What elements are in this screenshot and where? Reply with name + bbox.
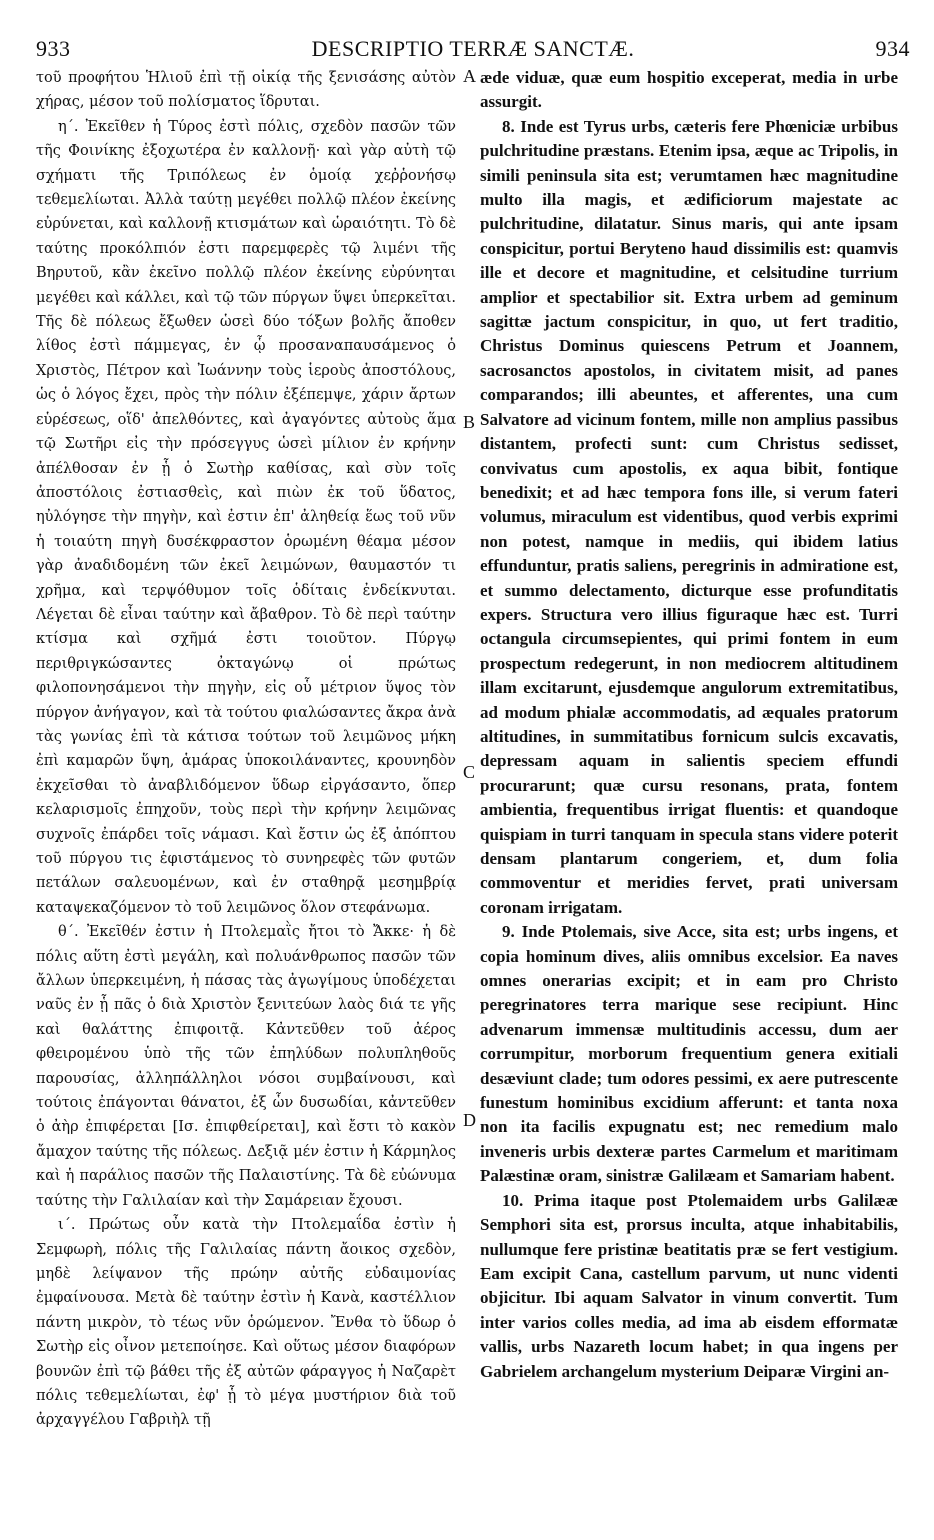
margin-letter-d: D <box>463 1110 476 1130</box>
greek-paragraph-continuation: τοῦ προφήτου Ἡλιοῦ ἐπὶ τῇ οἰκίᾳ τῆς ξενισάσης αὐτὸν χήρας, μέσον τοῦ πολίσματος ἵδρυται. <box>36 70 456 111</box>
page-number-left: 933 <box>36 36 71 61</box>
running-header <box>36 36 910 64</box>
margin-letter-c: C <box>463 762 476 782</box>
latin-paragraph-9: 9. Inde Ptolemais, sive Acce, sita est; urbs ingens, et copia hominum dives, aliis omnibus excelsior. Ea naves omnes onerarias excipit; et in eam pro Christo peregrinatores terra marique sese recipiunt. Hinc advenarum immensæ multitudinis accessu, dum aer corrumpitur, morborum frequentium genera exitiali desæviunt clade; tum odores pessimi, ex aere putrescente funestum hominibus excidium afferunt: et tanta noxa non ita facilis expugnatu est; nec remedium malo inveneris urbis dexteræ partes Carmelum et maritimam Palæstinæ oram, sinistræ Galilæam et Samariam habent. <box>480 922 898 1186</box>
latin-column <box>480 66 898 1526</box>
running-title: DESCRIPTIO TERRÆ SANCTÆ. <box>311 36 635 61</box>
margin-letter-a: A <box>463 66 476 86</box>
page-number-right: 934 <box>875 36 910 61</box>
latin-paragraph-8: 8. Inde est Tyrus urbs, cæteris fere Phœniciæ urbibus pulchritudine præstans. Etenim ipsa, æque ac Tripolis, in simili peninsula sita est; verumtamen hæc magnitudine multo illa magis, et ædificiorum majestate ac pulchritudine, dilatatur. Sinus maris, qui ante ipsam conspicitur, portui Beryteno haud dissimilis est: quamvis ille et decore et magnitudine, et celsitudine turrium amplior et spectabilior sit. Extra urbem ad geminum sagittæ jactum conspicitur, in quo, ut fert traditio, Christus Dominus quiescens Petrum et Joannem, sacrosanctos apostolos, in civitatem misit, ad panes comparandos; illi abeuntes, et afferentes, una cum Salvatore ad vicinum fontem, mille non amplius passibus distantem, profecti sunt: cum Christus sedisset, convivatus cum apostolis, ex aqua bibit, fontique benedixit; et ad hæc tempora fons ille, si verum fateri volumus, miraculum est videntibus, quod verbis exprimi non potest, namque in mediis, qui ibidem latius effunduntur, pratis saliens, peregrinis in admiratione est, et summo delectamento, dicturque esse profunditatis expers. Structura vero illius figuraque hæc est. Turri octangula circumsepientes, qui primi fontem in eum prospectum redegerunt, in non mediocrem altitudinem illam excitarunt, ejusdemque angulorum extremitatibus, ad modum phialæ accommodatis, ad æquales pratorum altitudines, in summitatibus fornicum sulcis excavatis, depressam aquam in salientis speciem effundi procurarunt; quæ cursu resonans, prata, fontem ambientia, frequentibus irrigat fluentis: et quandoque quispiam in turri tanquam in specula stans videre poterit densam plantarum congeriem, et, dum folia commoventur et meridies fervet, prati universam coronam irrigatam. <box>480 116 898 917</box>
margin-letter-b: B <box>463 412 476 432</box>
latin-paragraph-10: 10. Prima itaque post Ptolemaidem urbs Galilææ Semphori sita est, prorsus inculta, atque inhabitabilis, nullumque fere pristinæ beatitatis præ se fert vestigium. Eam excipit Cana, castellum parvum, ut nunc videnti objicitur. Ibi aquam Salvator in vinum convertit. Tum inter varios colles media, ad ima ab eisdem efformatæ vallis, urbs Nazareth locum habet; in qua ingens per Gabrielem archangelum mysterium Deiparæ Virgini an- <box>480 1190 898 1381</box>
greek-paragraph-8: η΄. Ἐκεῖθεν ἡ Τύρος ἐστὶ πόλις, σχεδὸν πασῶν τῶν τῆς Φοινίκης ἐξοχωτέρα ἐν καλλονῇ· καὶ γὰρ αὐτὴ τῷ σχήματι τῆς Τριπόλεως ἐν ὁμοίᾳ χεῤῥονήσῳ τεθεμελίωται. Ἀλλὰ ταύτῃ μεγέθει πολλῷ πλέον ἐκείνης εὐρύνεται, καὶ καλλονῇ κτισμάτων καὶ ὡραιότητι. Τὸ δὲ ταύτης προκόλπιόν ἐστι παρεμφερὲς τῷ λιμένι τῆς Βηρυτοῦ, κἂν ἐκεῖνο πολλῷ πλέον ἐκείνης εὐρύνηται μεγέθει καὶ κάλλει, καὶ τῷ τῶν πύργων ὕψει ὑπερκεῖται. Τῆς δὲ πόλεως ἔξωθεν ὡσεὶ δύο τόξων βολῆς ἄποθεν λίθος ἐστὶ πάμμεγας, ἐν ᾧ προσαναπαυσάμενος ὁ Χριστὸς, Πέτρον καὶ Ἰωάννην τοὺς ἱεροὺς ἀποστόλους, ὡς ὁ λόγος ἔχει, πρὸς τὴν πόλιν ἐξέπεμψε, χάριν ἄρτων εὑρέσεως, οἵδ' ἀπελθόντες, καὶ ἀγαγόντες αὐτοὺς ἅμα τῷ Σωτῆρι εἰς τὴν πρόσεγγυς ὡσεὶ μίλιον ἐν κρήνην ἀπέλθοσαν ἐν ᾗ ὁ Σωτὴρ καθίσας, καὶ σὺν τοῖς ἀποστόλοις ἐστιασθεὶς, καὶ πιὼν ἐκ τοῦ ὕδατος, ηὐλόγησε τὴν πηγὴν, καὶ ἐστιν ἐπ' ἀληθείᾳ ἕως τοῦ νῦν ἡ τοιαύτη πηγὴ δυσέκφραστον ὁρωμένη θέαμα μέσον γὰρ ἀναδιδομένη τῶν ἐκεῖ λειμώνων, θαυμαστόν τι χρῆμα, καὶ τερψόθυμον τοῖς ὁδίταις ἐνδείκνυται. Λέγεται δὲ εἶναι ταύτην καὶ ἄβαθρον. Τὸ δὲ περὶ ταύτην κτίσμα καὶ σχῆμά ἐστι τοιοῦτον. Πύργῳ περιθριγκώσαντες ὀκταγώνῳ οἱ πρώτως φιλοπονησάμενοι τὴν πηγὴν, εἰς οὗ μέτριον ὕψος τὸν πύργον ἀνήγαγον, καὶ τὰ τούτου φιαλώσαντες ἄκρα ἀνὰ τὰς γωνίας ἐπὶ τὰ κάτισα τούτων τοῦ λειμῶνος μήκη ἐπὶ καμαρῶν ὕψη, ἁμάρας ὑποκοιλάναντες, κρουνηδὸν ἐκχεῖσθαι τὸ ἀναβλιδόμενον ὕδωρ εἰργάσαντο, ὅπερ κελαρισμοῖς ἐπηχοῦν, τοὺς περὶ τὴν κρήνην λειμῶνας συχνοῖς ἐπάρδει τοῖς νάμασι. Καὶ ἔστιν ὡς ἐξ ἀπόπτου τοῦ πύργου τις ἐφιστάμενος τὸ συνηρεφὲς τῶν φυτῶν πετάλων σαλευομένων, καὶ ἐν σταθηρᾷ μεσημβρίᾳ καταψεκαζόμενον τὸ τοῦ λειμῶνος ὅλον στεφάνωμα. <box>36 118 456 916</box>
greek-paragraph-10: ι΄. Πρώτως οὖν κατὰ τὴν Πτολεμαΐδα ἐστὶν ἡ Σεμφωρὴ, πόλις τῆς Γαλιλαίας πάντη ἄοικος σχεδὸν, μηδὲ λείψανον τῆς πρώην αὐτῆς εὐδαιμονίας ἐμφαίνουσα. Μετὰ δὲ ταύτην ἐστὶν ἡ Κανὰ, καστέλλιον πάντη μικρὸν, τὸ τέως νῦν ὁρώμενον. Ἔνθα τὸ ὕδωρ ὁ Σωτὴρ εἰς οἶνον μετεποίησε. Καὶ οὕτως μέσον διαφόρων βουνῶν ἐπὶ τῷ βάθει τῆς ἐξ αὐτῶν φάραγγος ἡ Ναζαρὲτ πόλις τεθεμελίωται, ἐφ' ᾗ τὸ μέγα μυστήριον διὰ τοῦ ἀρχαγγέλου Γαβριὴλ τῇ <box>36 1217 456 1429</box>
greek-column <box>36 66 456 1526</box>
latin-paragraph-continuation: æde viduæ, quæ eum hospitio exceperat, media in urbe assurgit. <box>480 68 898 112</box>
greek-paragraph-9: θ΄. Ἐκεῖθέν ἐστιν ἡ Πτολεμαῒς ἤτοι τὸ Ἄκκε· ἡ δὲ πόλις αὕτη ἐστὶ μεγάλη, καὶ πολυάνθρωπος πασῶν τῶν ἄλλων ὑπερκειμένη, ἡ πάσας τὰς ἀγωγίμους ὑποδέχεται ναῦς ἐν ᾗ πᾶς ὁ διὰ Χριστὸν ξενιτεύων λαὸς διά τε γῆς καὶ θαλάττης ἐπιφοιτᾷ. Κἀντεῦθεν τοῦ ἀέρος φθειρομένου ὑπὸ τῆς τῶν ἐπηλύδων πολυπληθοῦς παρουσίας, ἀλληπάλληλοι νόσοι συμβαίνουσι, καὶ τούτοις ἐπάγονται θάνατοι, ἐξ ὧν δυσωδίαι, κἀντεῦθεν ὁ ἀὴρ ἐπιφέρεται [Ισ. ἐπιφθείρεται], καὶ ἔστι τὸ κακὸν ἄμαχον ταύτης τῆς πόλεως. Δεξιᾷ μέν ἐστιν ἡ Κάρμηλος καὶ ἡ παράλιος πασῶν τῆς Παλαιστίνης. Τὰ δὲ εὐώνυμα ταύτης τὴν Γαλιλαίαν καὶ τὴν Σαμάρειαν ἔχουσι. <box>36 924 456 1209</box>
